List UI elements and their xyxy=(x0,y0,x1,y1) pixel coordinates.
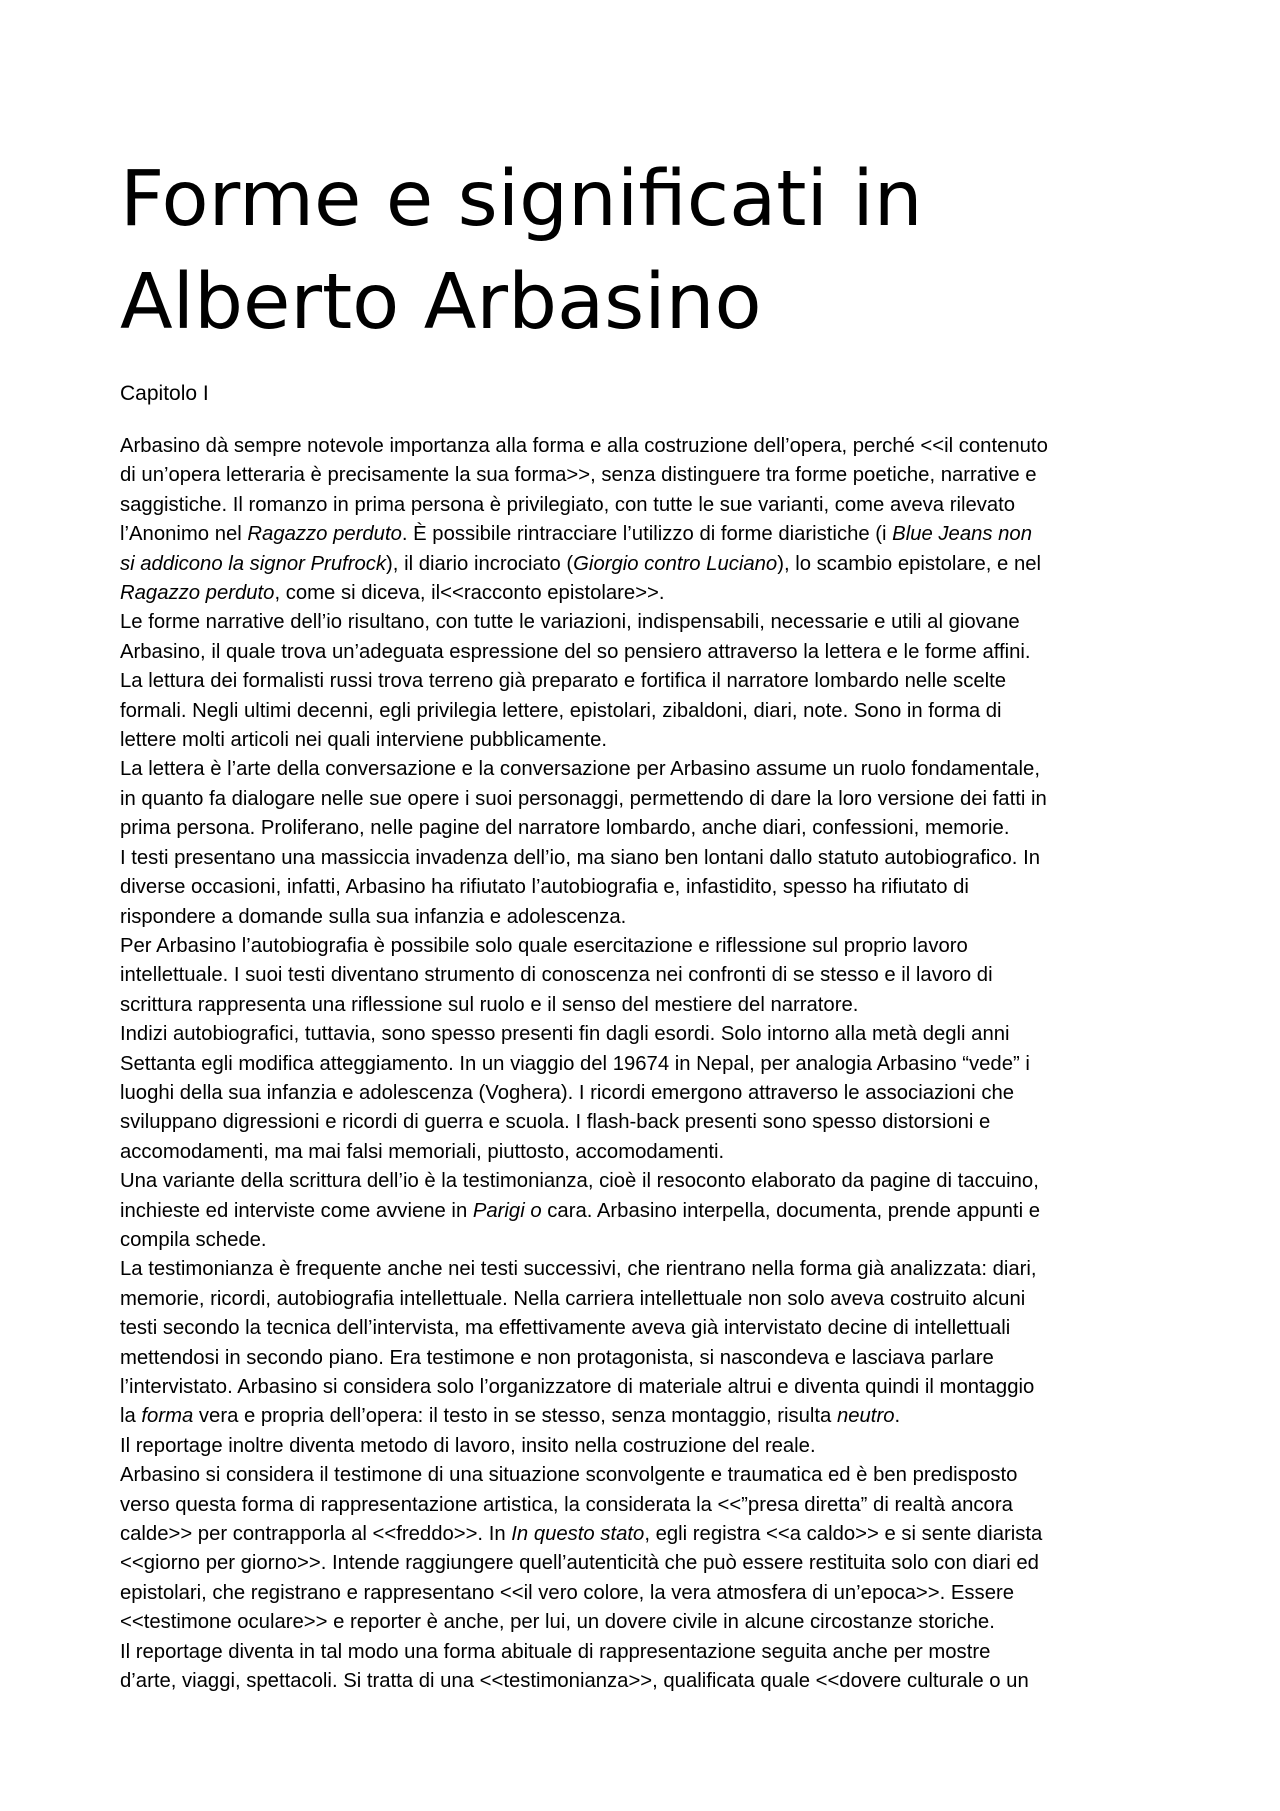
text-line xyxy=(120,1491,1170,1520)
text-run: accomodamenti, ma mai falsi memoriali, piuttosto, accomodamenti. xyxy=(120,1140,725,1163)
text-line xyxy=(120,903,1170,932)
italic-text: si addicono la signor Prufrock xyxy=(120,552,387,575)
text-run: testi secondo la tecnica dell’intervista, ma effettivamente aveva già intervistato decine di intellettuali xyxy=(120,1317,1011,1340)
text-run: , egli registra <<a caldo>> e si sente diarista xyxy=(644,1523,1043,1546)
text-line xyxy=(120,755,1170,784)
text-run: mettendosi in secondo piano. Era testimone e non protagonista, si nascondeva e lasciava parlare xyxy=(120,1346,994,1369)
italic-text: forma xyxy=(141,1405,194,1428)
text-run: saggistiche. Il romanzo in prima persona è privilegiato, con tutte le sue varianti, come aveva rilevato xyxy=(120,493,1016,516)
text-run: La testimonianza è frequente anche nei testi successivi, che rientrano nella forma già analizzata: diari, xyxy=(120,1258,1037,1281)
text-line xyxy=(120,1402,1170,1431)
body-text xyxy=(120,432,1170,1696)
text-run: Il reportage inoltre diventa metodo di lavoro, insito nella costruzione del reale. xyxy=(120,1434,816,1457)
text-run: La lettera è l’arte della conversazione e la conversazione per Arbasino assume un ruolo fondamentale, xyxy=(120,758,1040,781)
text-run: compila schede. xyxy=(120,1228,267,1251)
text-line xyxy=(120,1285,1170,1314)
text-run: la xyxy=(120,1405,142,1428)
text-run: Indizi autobiografici, tuttavia, sono spesso presenti fin dagli esordi. Solo intorno alla metà degli anni xyxy=(120,1023,1010,1046)
text-run: l’intervistato. Arbasino si considera solo l’organizzatore di materiale altrui e diventa quindi il montaggio xyxy=(120,1376,1035,1398)
text-line xyxy=(120,1197,1170,1226)
text-run: . xyxy=(894,1405,901,1428)
text-line xyxy=(120,461,1170,490)
text-run: Per Arbasino l’autobiografia è possibile solo quale esercitazione e riflessione sul proprio lavoro xyxy=(120,934,968,957)
text-line xyxy=(120,432,1170,461)
text-run: Le forme narrative dell’io risultano, con tutte le variazioni, indispensabili, necessarie e utili al giovane xyxy=(120,611,1020,634)
text-run: calde>> per contrapporla al <<freddo>>. In xyxy=(120,1523,512,1546)
text-run: sviluppano digressioni e ricordi di guerra e scuola. I flash-back presenti sono spesso distorsioni e xyxy=(120,1111,991,1134)
text-line xyxy=(120,550,1170,579)
text-line xyxy=(120,1020,1170,1049)
italic-text: neutro xyxy=(836,1405,895,1428)
text-line xyxy=(120,961,1170,990)
text-line xyxy=(120,785,1170,814)
text-line xyxy=(120,1461,1170,1490)
text-run: . È possibile rintracciare l’utilizzo di forme diaristiche (i xyxy=(401,523,893,546)
text-run: Arbasino, il quale trova un’adeguata espressione del so pensiero attraverso la lettera e le forme affini. xyxy=(120,640,1031,663)
text-line xyxy=(120,1579,1170,1608)
text-line xyxy=(120,844,1170,873)
text-run: I testi presentano una massiccia invadenza dell’io, ma siano ben lontani dallo statuto autobiografico. In xyxy=(120,846,1040,869)
text-run: prima persona. Proliferano, nelle pagine del narratore lombardo, anche diari, confessioni, memorie. xyxy=(120,817,1010,840)
text-run: Una variante della scrittura dell’io è la testimonianza, cioè il resoconto elaborato da pagine di taccuino, xyxy=(120,1170,1039,1193)
italic-text: Giorgio contro Luciano xyxy=(573,552,778,575)
text-run: Arbasino si considera il testimone di una situazione sconvolgente e traumatica ed è ben predisposto xyxy=(120,1464,1018,1487)
text-line xyxy=(120,932,1170,961)
text-run: ), il diario incrociato ( xyxy=(386,552,574,575)
document-title xyxy=(120,148,923,354)
text-line xyxy=(120,1667,1170,1696)
text-line xyxy=(120,1138,1170,1167)
text-run: verso questa forma di rappresentazione artistica, la considerata la <<”presa diretta” di realtà ancora xyxy=(120,1493,1013,1516)
text-line xyxy=(120,1344,1170,1373)
text-run: La lettura dei formalisti russi trova terreno già preparato e fortifica il narratore lombardo nelle scelte xyxy=(120,670,1007,693)
text-line xyxy=(120,1167,1170,1196)
text-line xyxy=(120,814,1170,843)
text-line xyxy=(120,1549,1170,1578)
text-line xyxy=(120,638,1170,667)
italic-text: Blue Jeans non xyxy=(892,523,1032,546)
text-line xyxy=(120,1373,1170,1402)
text-run: memorie, ricordi, autobiografia intellettuale. Nella carriera intellettuale non solo aveva costruito alcuni xyxy=(120,1287,1026,1310)
text-run: , come si diceva, il<<racconto epistolare>>. xyxy=(274,582,665,605)
text-line xyxy=(120,1108,1170,1137)
text-line xyxy=(120,1079,1170,1108)
italic-text: Ragazzo perduto xyxy=(247,523,402,546)
text-run: diverse occasioni, infatti, Arbasino ha rifiutato l’autobiografia e, infastidito, spesso ha rifiutato di xyxy=(120,876,969,899)
text-run: rispondere a domande sulla sua infanzia e adolescenza. xyxy=(120,905,627,928)
text-run: ), lo scambio epistolare, e nel xyxy=(777,552,1042,575)
text-line xyxy=(120,1638,1170,1667)
text-run: epistolari, che registrano e rappresentano <<il vero colore, la vera atmosfera di un’epoca>>. Essere xyxy=(120,1581,1015,1604)
text-line xyxy=(120,1226,1170,1255)
text-line xyxy=(120,1255,1170,1284)
text-line xyxy=(120,726,1170,755)
text-run: di un’opera letteraria è precisamente la sua forma>>, senza distinguere tra forme poetiche, narrative e xyxy=(120,464,1037,487)
text-line xyxy=(120,579,1170,608)
text-line xyxy=(120,1314,1170,1343)
text-run: d’arte, viaggi, spettacoli. Si tratta di una <<testimonianza>>, qualificata quale <<dovere culturale o un xyxy=(120,1670,1029,1693)
title-line: Forme e significati in xyxy=(120,155,923,244)
text-run: in quanto fa dialogare nelle sue opere i suoi personaggi, permettendo di dare la loro versione dei fatti in xyxy=(120,787,1047,810)
text-line xyxy=(120,873,1170,902)
text-run: Arbasino dà sempre notevole importanza alla forma e alla costruzione dell’opera, perché <<il contenuto xyxy=(120,435,1048,457)
title-line: Alberto Arbasino xyxy=(120,258,762,347)
text-line xyxy=(120,667,1170,696)
text-line xyxy=(120,491,1170,520)
text-line xyxy=(120,1520,1170,1549)
text-line xyxy=(120,608,1170,637)
text-line xyxy=(120,1432,1170,1461)
text-run: vera e propria dell’opera: il testo in se stesso, senza montaggio, risulta xyxy=(193,1405,837,1428)
text-run: inchieste ed interviste come avviene in xyxy=(120,1199,473,1222)
text-run: cara. Arbasino interpella, documenta, prende appunti e xyxy=(541,1199,1040,1222)
text-run: l’Anonimo nel xyxy=(120,523,248,546)
text-line xyxy=(120,1050,1170,1079)
italic-text: In questo stato xyxy=(511,1523,645,1546)
chapter-heading: Capitolo I xyxy=(120,382,209,405)
text-line xyxy=(120,1608,1170,1637)
text-run: intellettuale. I suoi testi diventano strumento di conoscenza nei confronti di se stesso e il lavoro di xyxy=(120,964,993,987)
italic-text: Parigi o xyxy=(472,1199,542,1222)
text-line xyxy=(120,697,1170,726)
text-run: formali. Negli ultimi decenni, egli privilegia lettere, epistolari, zibaldoni, diari, note. Sono in forma di xyxy=(120,699,1002,722)
text-run: luoghi della sua infanzia e adolescenza (Voghera). I ricordi emergono attraverso le associazioni che xyxy=(120,1081,1015,1104)
text-run: <<giorno per giorno>>. Intende raggiungere quell’autenticità che può essere restituita solo con diari ed xyxy=(120,1552,1039,1575)
text-run: lettere molti articoli nei quali interviene pubblicamente. xyxy=(120,729,608,752)
text-run: scrittura rappresenta una riflessione sul ruolo e il senso del mestiere del narratore. xyxy=(120,993,859,1016)
text-line xyxy=(120,520,1170,549)
text-run: Il reportage diventa in tal modo una forma abituale di rappresentazione seguita anche per mostre xyxy=(120,1640,991,1663)
italic-text: Ragazzo perduto xyxy=(120,582,275,605)
text-run: Settanta egli modifica atteggiamento. In un viaggio del 19674 in Nepal, per analogia Arbasino “vede” i xyxy=(120,1052,1030,1075)
text-line xyxy=(120,991,1170,1020)
text-run: <<testimone oculare>> e reporter è anche, per lui, un dovere civile in alcune circostanze storiche. xyxy=(120,1611,995,1634)
